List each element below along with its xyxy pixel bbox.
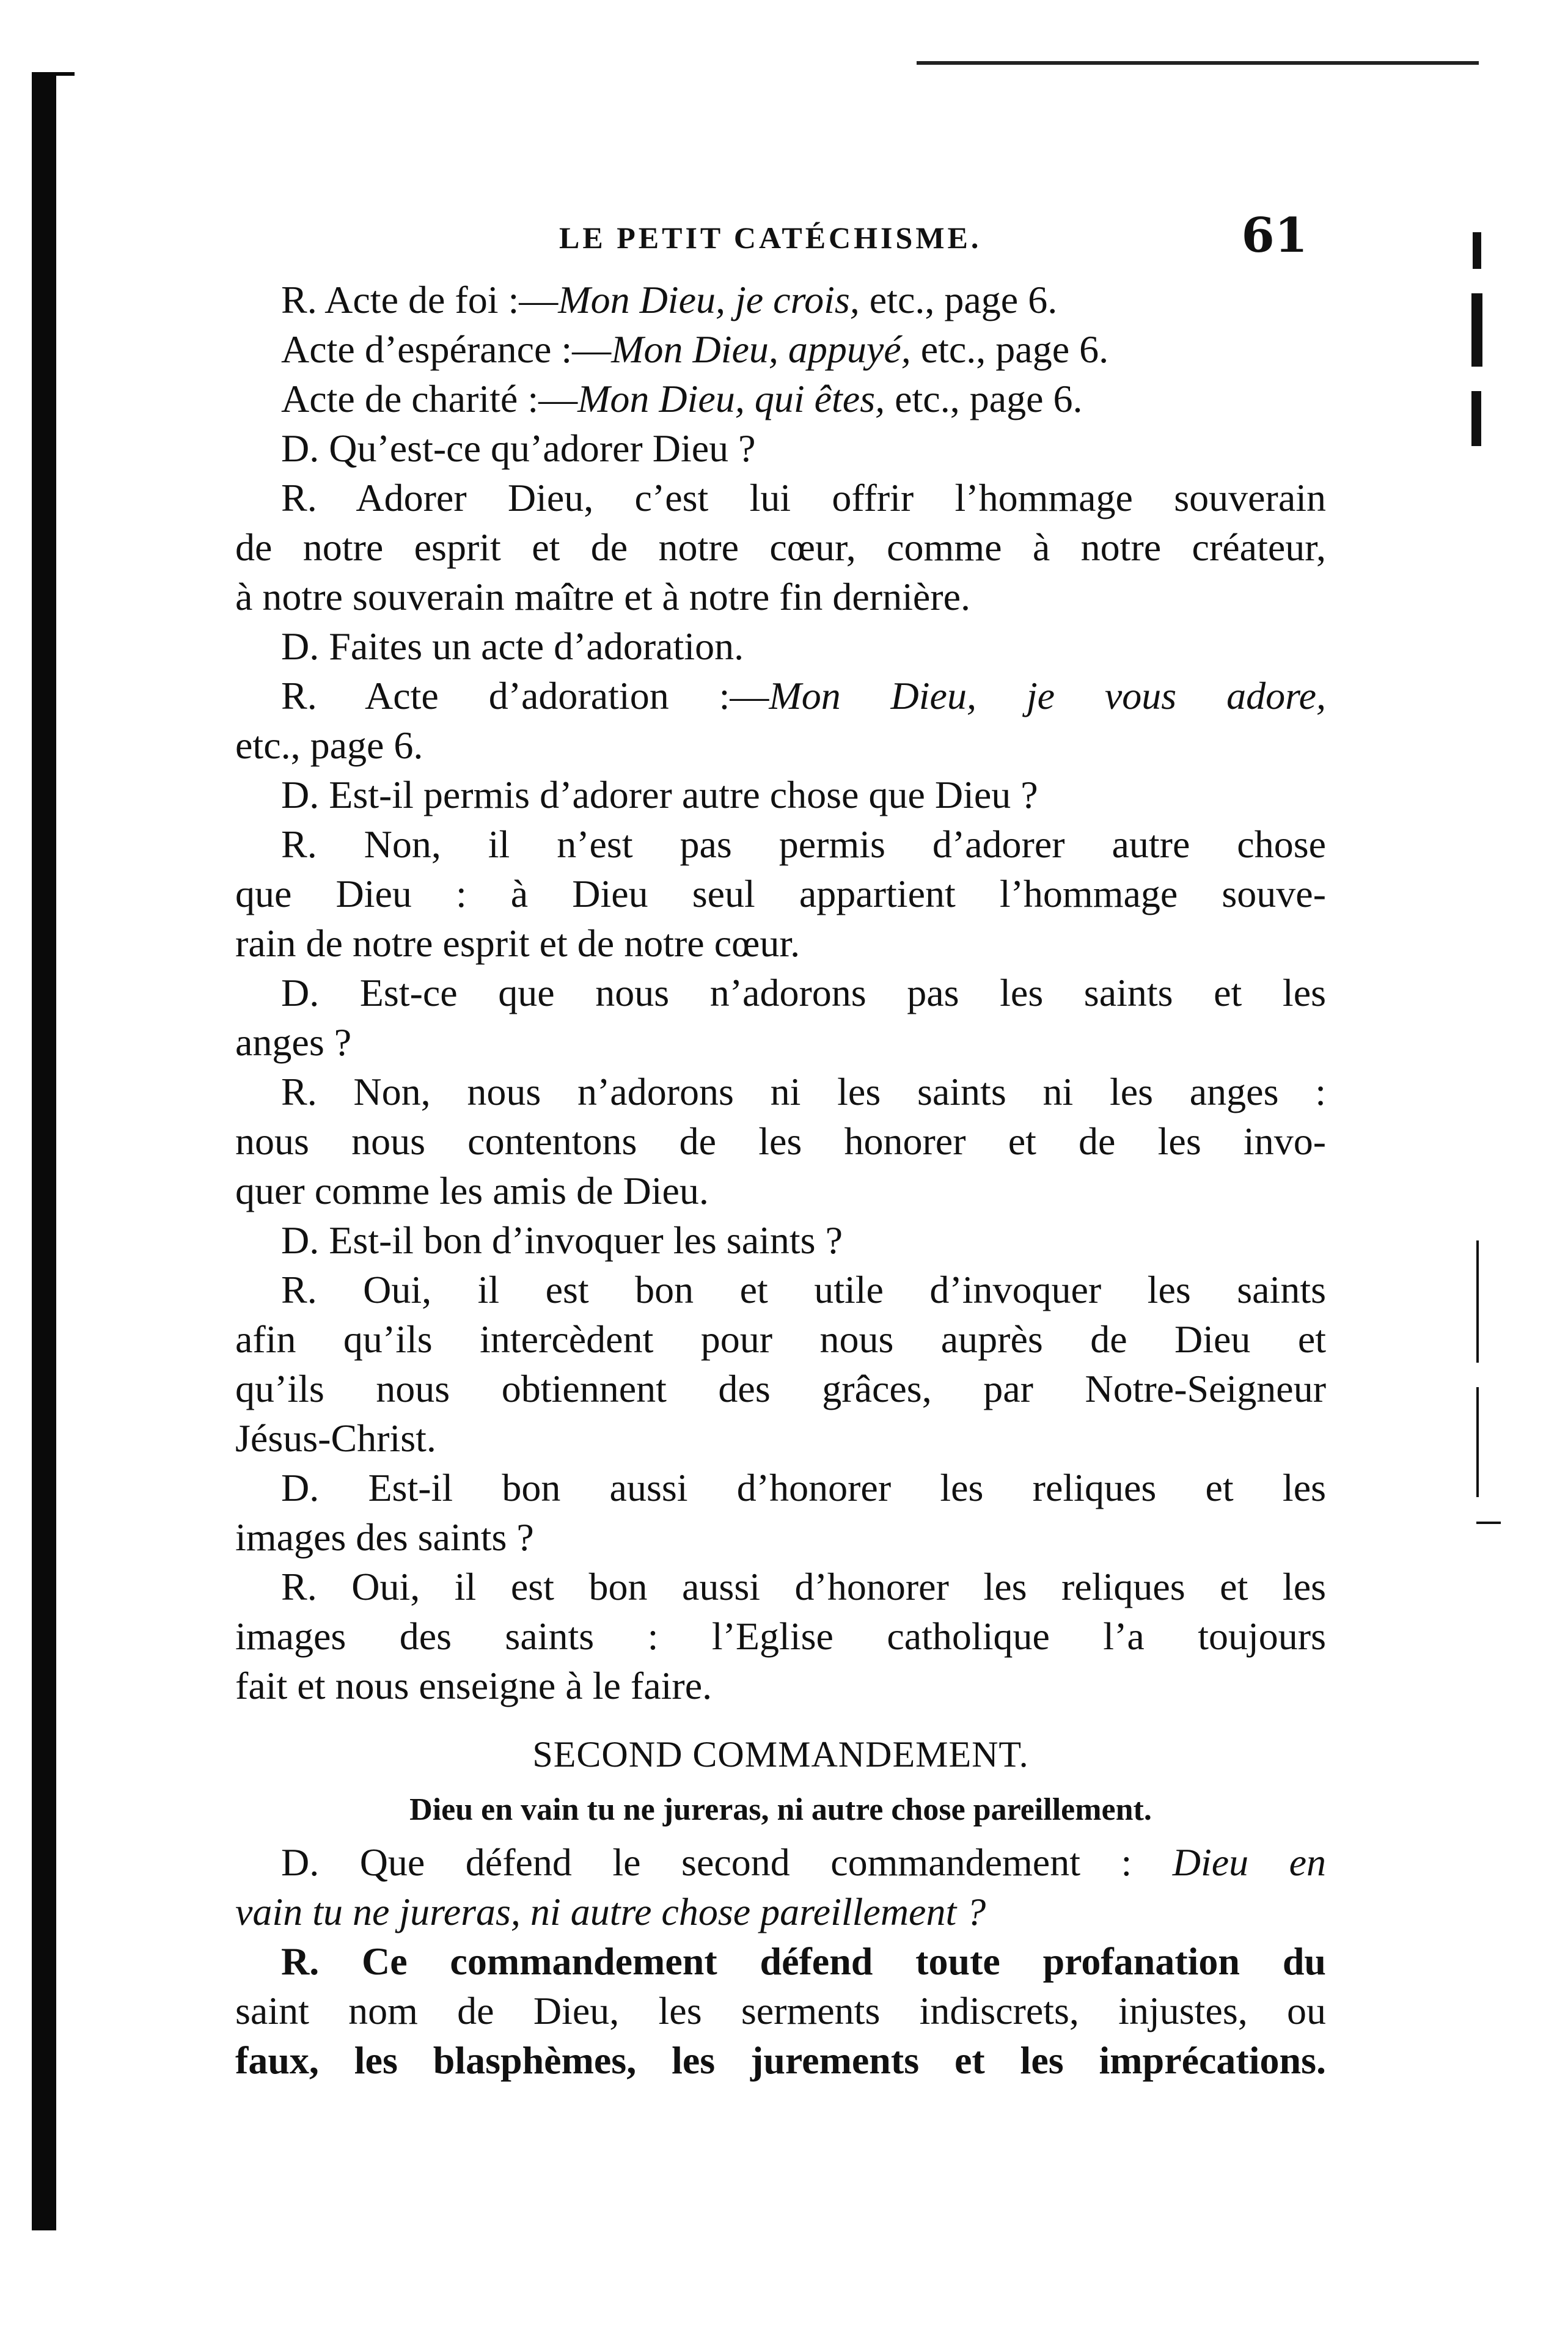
text-line	[235, 522, 1326, 572]
text-line	[235, 1067, 1326, 1116]
text-line	[235, 1986, 1326, 2035]
line-text: R. Oui, il est bon et utile d’invoquer les saints	[281, 1268, 1326, 1311]
body-text-2	[235, 1837, 1326, 2085]
text-line	[235, 968, 1326, 1017]
line-text: R. Acte d’adoration :—	[281, 674, 769, 717]
text-line	[235, 1661, 1326, 1710]
line-text: faux, les blasphèmes, les jurements et les imprécations.	[235, 2039, 1326, 2082]
text-line	[235, 1017, 1326, 1067]
line-text: etc., page 6.	[885, 377, 1083, 420]
line-text: etc., page 6.	[235, 724, 423, 767]
line-text: Acte de charité :—	[281, 377, 578, 420]
text-line	[235, 1562, 1326, 1611]
book-page	[235, 208, 1326, 2085]
line-text: D. Qu’est-ce qu’adorer Dieu ?	[281, 427, 756, 470]
line-text: R. Ce commandement défend toute profanation du	[281, 1940, 1326, 1983]
text-line	[235, 819, 1326, 869]
text-line	[235, 1116, 1326, 1166]
text-line	[235, 1611, 1326, 1661]
running-title: LE PETIT CATÉCHISME.	[559, 221, 982, 255]
text-line	[235, 1215, 1326, 1265]
line-text: R. Acte de foi :—	[281, 278, 559, 321]
text-line	[235, 1837, 1326, 1887]
text-line	[235, 275, 1326, 324]
line-text: R. Oui, il est bon aussi d’honorer les reliques et les	[281, 1565, 1326, 1608]
text-line	[235, 1364, 1326, 1413]
text-line	[235, 572, 1326, 621]
italic-text: Mon Dieu, qui êtes,	[577, 377, 885, 420]
line-text: à notre souverain maître et à notre fin dernière.	[235, 575, 970, 618]
text-line	[235, 423, 1326, 473]
line-text: Jésus-Christ.	[235, 1416, 436, 1460]
text-line	[235, 1413, 1326, 1463]
top-edge-rule	[917, 61, 1479, 65]
line-text: images des saints : l’Eglise catholique l’a toujours	[235, 1614, 1326, 1658]
line-text: D. Est-il bon aussi d’honorer les reliques et les	[281, 1466, 1326, 1509]
text-line	[235, 1166, 1326, 1215]
line-text: Acte d’espérance :—	[281, 328, 612, 371]
line-text: D. Que défend le second commandement :	[281, 1841, 1173, 1884]
line-text: R. Non, nous n’adorons ni les saints ni les anges :	[281, 1070, 1326, 1113]
text-line	[235, 671, 1326, 720]
page-header	[235, 208, 1326, 275]
line-text: nous nous contentons de les honorer et de les invo-	[235, 1119, 1326, 1163]
italic-text: Dieu en	[1172, 1841, 1326, 1884]
text-line	[235, 1314, 1326, 1364]
text-line	[235, 473, 1326, 522]
line-text: D. Est-ce que nous n’adorons pas les saints et les	[281, 971, 1326, 1014]
italic-text: Mon Dieu, je vous adore,	[769, 674, 1326, 717]
text-line	[235, 374, 1326, 423]
section-subtitle: Dieu en vain tu ne jureras, ni autre chose pareillement.	[409, 1792, 1152, 1827]
line-text: de notre esprit et de notre cœur, comme à notre créateur,	[235, 526, 1326, 569]
edge-marks	[1460, 232, 1509, 1548]
line-text: etc., page 6.	[910, 328, 1109, 371]
line-text: fait et nous enseigne à le faire.	[235, 1664, 713, 1707]
italic-text: Mon Dieu, je crois,	[558, 278, 860, 321]
section-title: SECOND COMMANDEMENT.	[532, 1734, 1029, 1775]
text-line	[235, 324, 1326, 374]
italic-text: vain tu ne jureras, ni autre chose pareillement ?	[235, 1890, 986, 1933]
line-text: R. Non, il n’est pas permis d’adorer autre chose	[281, 822, 1326, 866]
line-text: afin qu’ils intercèdent pour nous auprès de Dieu et	[235, 1317, 1326, 1361]
line-text: images des saints ?	[235, 1515, 534, 1559]
text-line	[235, 621, 1326, 671]
text-line	[235, 1463, 1326, 1512]
text-line	[235, 918, 1326, 968]
line-text: D. Est-il permis d’adorer autre chose que Dieu ?	[281, 773, 1038, 816]
line-text: que Dieu : à Dieu seul appartient l’hommage souve-	[235, 872, 1326, 915]
text-line	[235, 720, 1326, 770]
text-line	[235, 1936, 1326, 1986]
line-text: quer comme les amis de Dieu.	[235, 1169, 709, 1212]
book-spine-shadow	[32, 73, 56, 2230]
body-text	[235, 275, 1326, 1710]
line-text: anges ?	[235, 1020, 352, 1064]
line-text: R. Adorer Dieu, c’est lui offrir l’hommage souverain	[281, 476, 1326, 519]
text-line	[235, 770, 1326, 819]
line-text: saint nom de Dieu, les serments indiscrets, injustes, ou	[235, 1989, 1326, 2032]
book-spine-cap	[32, 72, 75, 76]
text-line	[235, 1265, 1326, 1314]
text-line	[235, 869, 1326, 918]
italic-text: Mon Dieu, appuyé,	[611, 328, 911, 371]
line-text: D. Est-il bon d’invoquer les saints ?	[281, 1218, 843, 1262]
text-line	[235, 1512, 1326, 1562]
line-text: D. Faites un acte d’adoration.	[281, 625, 744, 668]
line-text: qu’ils nous obtiennent des grâces, par Notre-Seigneur	[235, 1367, 1326, 1410]
page-number: 61	[1241, 208, 1308, 263]
line-text: rain de notre esprit et de notre cœur.	[235, 921, 800, 965]
line-text: etc., page 6.	[859, 278, 1058, 321]
text-line	[235, 2035, 1326, 2085]
text-line	[235, 1887, 1326, 1936]
